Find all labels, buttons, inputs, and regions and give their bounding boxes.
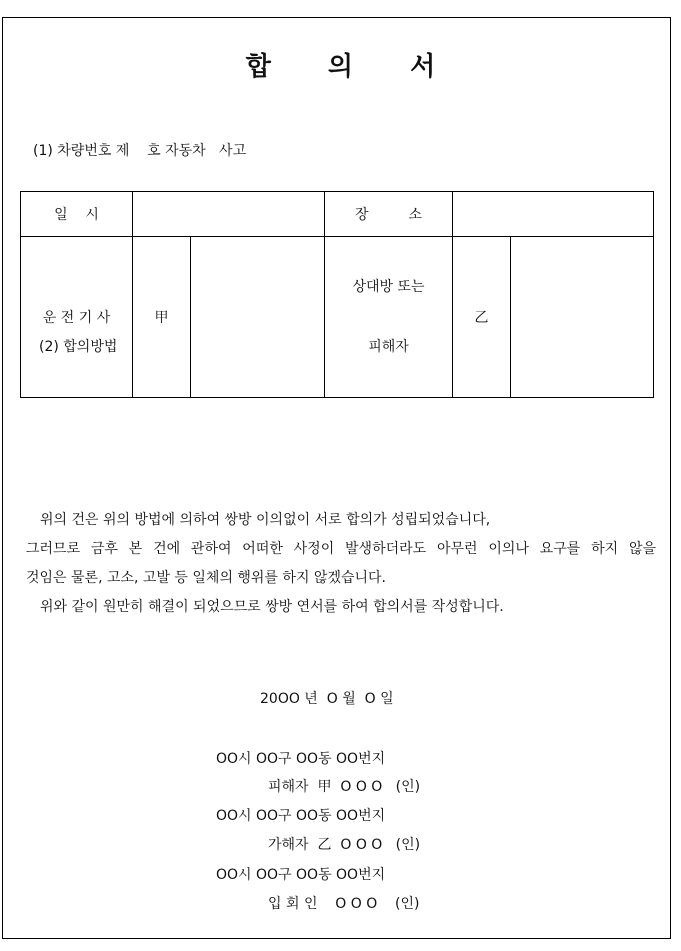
offender-address: OO시 OO구 OO동 OO번지 [216, 808, 386, 824]
section-1-heading: (1) 차량번호 제 호 자동차 사고 [33, 143, 247, 159]
counterpart-value-cell[interactable] [511, 237, 654, 398]
party-a-label: 甲 [133, 237, 191, 398]
driver-value-cell[interactable] [191, 237, 325, 398]
driver-label: 운 전 기 사 [21, 237, 133, 398]
date-value-cell[interactable] [133, 192, 325, 237]
place-value-cell[interactable] [453, 192, 654, 237]
counterpart-label [325, 237, 453, 398]
agreement-date: 20OO 년 O 월 O 일 [260, 691, 394, 707]
witness-signature: 입 회 인 O O O (인) [268, 896, 420, 912]
agreement-paragraph [26, 506, 656, 622]
victim-address: OO시 OO구 OO동 OO번지 [216, 751, 386, 767]
table-row [21, 192, 654, 237]
accident-info-table [20, 191, 654, 398]
document-title: 합 의 서 [245, 52, 460, 82]
victim-signature: 피해자 甲 O O O (인) [268, 779, 421, 795]
paragraph-line: 것임은 물론, 고소, 고발 등 일체의 행위를 하지 않겠습니다. [26, 570, 387, 586]
date-label: 일 시 [21, 192, 133, 237]
paragraph-line: 그러므로 금후 본 건에 관하여 어떠한 사정이 발생하더라도 아무런 이의나 요구를 하지 않을 [26, 541, 656, 557]
place-label: 장 소 [325, 192, 453, 237]
section-2-heading: (2) 합의방법 [39, 339, 118, 355]
party-b-label: 乙 [453, 237, 511, 398]
paragraph-line: 위의 건은 위의 방법에 의하여 쌍방 이의없이 서로 합의가 성립되었습니다, [40, 512, 491, 528]
witness-address: OO시 OO구 OO동 OO번지 [216, 867, 386, 883]
counterpart-label-line-2: 피해자 [368, 339, 409, 355]
counterpart-label-line-1: 상대방 또는 [352, 279, 425, 295]
offender-signature: 가해자 乙 O O O (인) [268, 837, 421, 853]
paragraph-line: 위와 같이 원만히 해결이 되었으므로 쌍방 연서를 하여 합의서를 작성합니다. [40, 599, 504, 615]
table-row [21, 237, 654, 398]
